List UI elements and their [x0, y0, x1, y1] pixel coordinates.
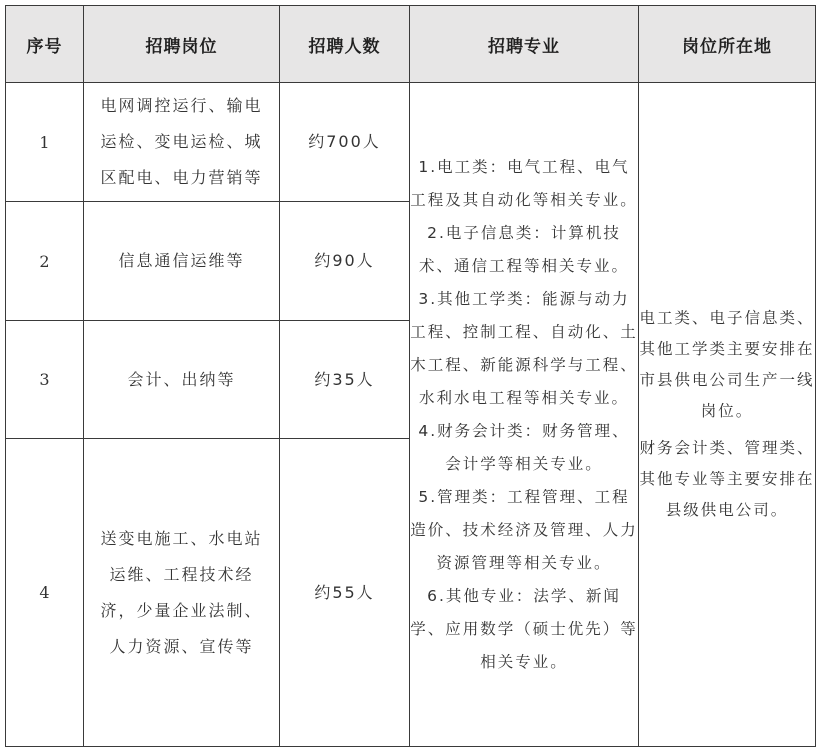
- row-position-text: 会计、出纳等: [127, 369, 236, 389]
- major-item: 6.其他专业：法学、新闻学、应用数学（硕士优先）等相关专业。: [410, 586, 638, 671]
- header-location: 岗位所在地: [639, 6, 816, 83]
- row-position-text: 送变电施工、水电站运维、工程技术经济，少量企业法制、人力资源、宣传等: [100, 528, 263, 656]
- header-count: 招聘人数: [280, 6, 410, 83]
- row-position: [84, 202, 280, 321]
- major-item: 4.财务会计类：财务管理、会计学等相关专业。: [418, 421, 630, 473]
- recruitment-table: [5, 5, 816, 747]
- header-index: 序号: [6, 6, 84, 83]
- row-index: 1: [6, 83, 84, 202]
- row-position: [84, 83, 280, 202]
- row-count: 约90人: [280, 202, 410, 321]
- major-item: 5.管理类：工程管理、工程造价、技术经济及管理、人力资源管理等相关专业。: [410, 487, 638, 572]
- major-item: 1.电工类：电气工程、电气工程及其自动化等相关专业。: [410, 157, 638, 209]
- header-row: [6, 6, 816, 83]
- major-item: 2.电子信息类：计算机技术、通信工程等相关专业。: [418, 223, 629, 275]
- row-index: 2: [6, 202, 84, 321]
- table-row: [6, 83, 816, 202]
- major-list: [410, 83, 639, 747]
- row-position: [84, 439, 280, 747]
- row-count: 约55人: [280, 439, 410, 747]
- location-para-2: 财务会计类、管理类、其他专业等主要安排在县级供电公司。: [639, 439, 815, 519]
- row-position-text: 信息通信运维等: [118, 251, 245, 270]
- location-para-1: 电工类、电子信息类、其他工学类主要安排在市县供电公司生产一线岗位。: [639, 309, 815, 420]
- row-position: [84, 321, 280, 439]
- header-major: 招聘专业: [410, 6, 639, 83]
- row-count: 约35人: [280, 321, 410, 439]
- row-index: 4: [6, 439, 84, 747]
- header-position: 招聘岗位: [84, 6, 280, 83]
- row-count: 约700人: [280, 83, 410, 202]
- row-position-text: 电网调控运行、输电运检、变电运检、城区配电、电力营销等: [100, 96, 263, 187]
- major-item: 3.其他工学类：能源与动力工程、控制工程、自动化、土木工程、新能源科学与工程、水利水电工程等相关专业。: [410, 289, 638, 407]
- location-cell: [639, 83, 816, 747]
- row-index: 3: [6, 321, 84, 439]
